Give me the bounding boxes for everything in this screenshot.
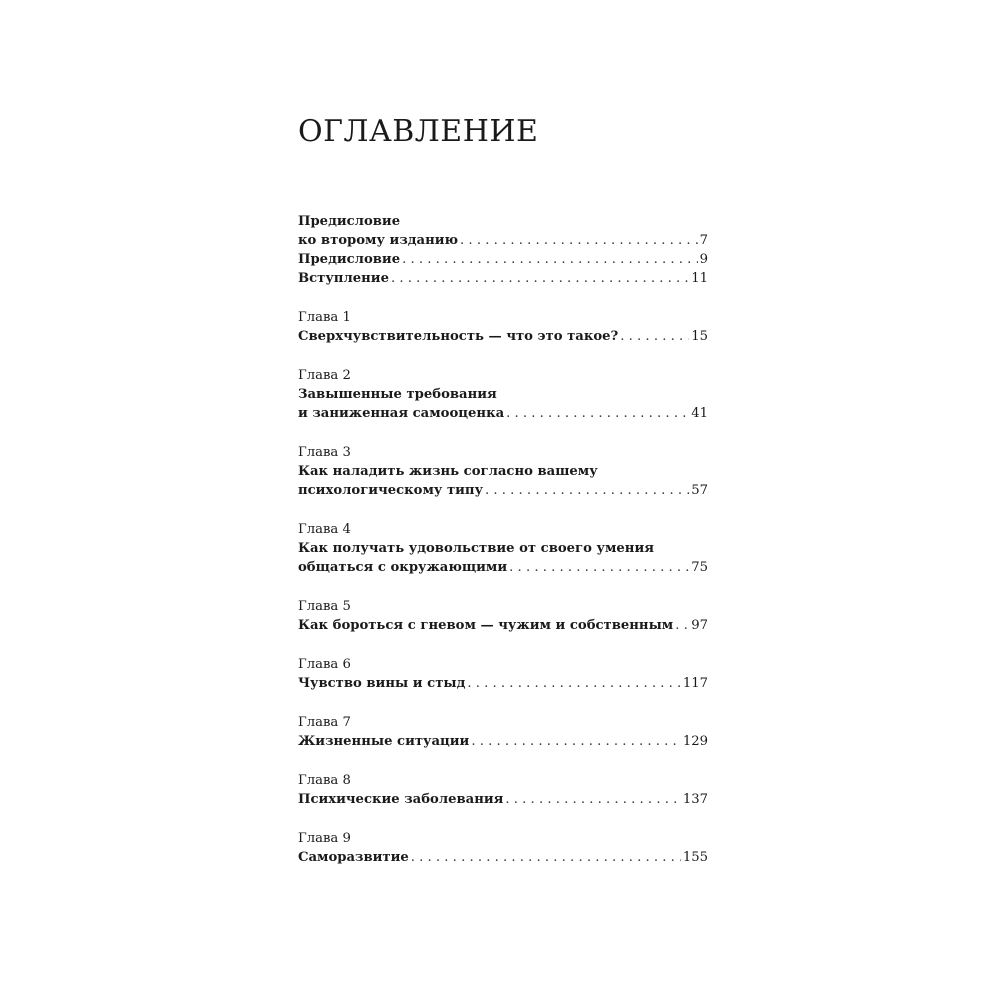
page-number: 137 bbox=[682, 792, 708, 807]
chapter-number: Глава 8 bbox=[298, 773, 351, 788]
entry-title-text: Сверхчувствительность — что это такое? bbox=[298, 329, 619, 344]
entry-title-line: Как наладить жизнь согласно вашему bbox=[298, 464, 598, 479]
toc-entry[interactable] bbox=[298, 771, 708, 809]
entry-title-text: Чувство вины и стыд bbox=[298, 676, 466, 691]
toc-entry[interactable] bbox=[298, 212, 708, 250]
entry-title-line bbox=[298, 558, 708, 577]
toc-entry[interactable] bbox=[298, 713, 708, 751]
page-number: 11 bbox=[691, 271, 708, 286]
toc-heading: ОГЛАВЛЕНИЕ bbox=[298, 114, 539, 149]
entry-title-line bbox=[298, 674, 708, 693]
dot-leader bbox=[411, 848, 681, 867]
toc-entry[interactable] bbox=[298, 443, 708, 500]
entry-title-text: Психические заболевания bbox=[298, 792, 504, 807]
entry-title-line: Предисловие bbox=[298, 214, 401, 229]
entry-title-line bbox=[298, 848, 708, 867]
entry-title-line bbox=[298, 269, 708, 288]
toc-entry[interactable] bbox=[298, 520, 708, 577]
page-number: 117 bbox=[682, 676, 708, 691]
entry-title-line: Как получать удовольствие от своего умения bbox=[298, 541, 654, 556]
entry-title-line bbox=[298, 250, 708, 269]
entry-title-line bbox=[298, 616, 708, 635]
page-number: 7 bbox=[699, 233, 708, 248]
dot-leader bbox=[620, 327, 689, 346]
entry-title-text: Предисловие bbox=[298, 252, 401, 267]
entry-title-text: Вступление bbox=[298, 271, 389, 286]
dot-leader bbox=[485, 481, 689, 500]
chapter-number: Глава 5 bbox=[298, 599, 351, 614]
table-of-contents bbox=[298, 212, 708, 867]
toc-entry[interactable] bbox=[298, 250, 708, 269]
toc-entry[interactable] bbox=[298, 366, 708, 423]
entry-title-line bbox=[298, 481, 708, 500]
page-number: 97 bbox=[691, 618, 708, 633]
page-number: 15 bbox=[691, 329, 708, 344]
entry-title-line bbox=[298, 231, 708, 250]
entry-title-line bbox=[298, 732, 708, 751]
dot-leader bbox=[460, 231, 698, 250]
entry-title-text: и заниженная самооценка bbox=[298, 406, 505, 421]
toc-entry[interactable] bbox=[298, 655, 708, 693]
dot-leader bbox=[391, 269, 689, 288]
dot-leader bbox=[505, 790, 680, 809]
toc-entry[interactable] bbox=[298, 269, 708, 288]
entry-title-line bbox=[298, 327, 708, 346]
page-number: 9 bbox=[699, 252, 708, 267]
entry-title-text: Жизненные ситуации bbox=[298, 734, 470, 749]
page-number: 41 bbox=[691, 406, 708, 421]
entry-title-text: Как бороться с гневом — чужим и собственным bbox=[298, 618, 674, 633]
book-page bbox=[298, 0, 708, 1000]
chapter-number: Глава 9 bbox=[298, 831, 351, 846]
dot-leader bbox=[471, 732, 681, 751]
chapter-number: Глава 6 bbox=[298, 657, 351, 672]
dot-leader bbox=[509, 558, 689, 577]
page-number: 155 bbox=[682, 850, 708, 865]
entry-title-line: Завышенные требования bbox=[298, 387, 497, 402]
entry-title-text: ко второму изданию bbox=[298, 233, 459, 248]
entry-title-text: Саморазвитие bbox=[298, 850, 409, 865]
entry-title-line bbox=[298, 790, 708, 809]
dot-leader bbox=[467, 674, 680, 693]
chapter-number: Глава 4 bbox=[298, 522, 351, 537]
toc-entry[interactable] bbox=[298, 829, 708, 867]
toc-entry[interactable] bbox=[298, 597, 708, 635]
chapter-number: Глава 7 bbox=[298, 715, 351, 730]
dot-leader bbox=[675, 616, 689, 635]
page-number: 129 bbox=[682, 734, 708, 749]
chapter-number: Глава 2 bbox=[298, 368, 351, 383]
entry-title-line bbox=[298, 404, 708, 423]
chapter-number: Глава 3 bbox=[298, 445, 351, 460]
page-number: 75 bbox=[691, 560, 708, 575]
dot-leader bbox=[506, 404, 689, 423]
entry-title-text: общаться с окружающими bbox=[298, 560, 508, 575]
toc-entry[interactable] bbox=[298, 308, 708, 346]
chapter-number: Глава 1 bbox=[298, 310, 351, 325]
page-number: 57 bbox=[691, 483, 708, 498]
entry-title-text: психологическому типу bbox=[298, 483, 484, 498]
dot-leader bbox=[402, 250, 698, 269]
